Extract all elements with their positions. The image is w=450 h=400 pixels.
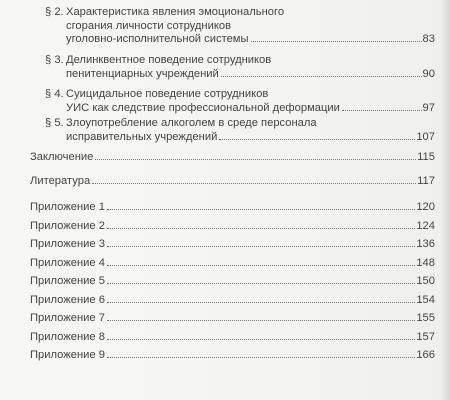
section-number: § 4. (45, 88, 64, 100)
toc-section-2[interactable] (45, 6, 435, 48)
section-title-line: сгорания личности сотрудников (66, 19, 232, 32)
section-title-last-line (66, 68, 435, 82)
dot-leader (107, 301, 415, 303)
dot-leader (221, 75, 422, 77)
toc-appendix[interactable] (30, 293, 435, 307)
dot-leader (107, 208, 415, 210)
toc-appendix[interactable] (30, 219, 435, 233)
dot-leader (342, 109, 422, 111)
toc-appendix[interactable] (30, 348, 435, 362)
appendix-title: Приложение 3 (30, 238, 105, 250)
section-title-line: Делинквентное поведение сотрудников (66, 54, 272, 66)
toc-section-4[interactable] (45, 88, 435, 116)
toc-appendix[interactable] (30, 237, 435, 251)
dot-leader (107, 319, 415, 321)
toc-appendix[interactable] (30, 274, 435, 288)
page-number: 150 (416, 275, 435, 287)
dot-leader (107, 264, 415, 266)
toc-conclusion[interactable] (30, 150, 435, 164)
section-title-last-line (66, 102, 435, 116)
dot-leader (251, 40, 422, 42)
dot-leader (92, 182, 416, 184)
page-number: 83 (422, 33, 435, 45)
section-title-line: пенитенциарных учреждений (66, 67, 219, 80)
section-title-line: Злоупотребление алкоголем в среде персонала (66, 117, 317, 129)
chapter-title: Литература (30, 175, 91, 187)
page-number: 115 (417, 151, 435, 163)
section-title-last-line (66, 131, 435, 145)
section-title-last-line (66, 33, 435, 47)
section-number: § 3. (45, 54, 64, 66)
dot-leader (219, 138, 415, 140)
toc-appendix[interactable] (30, 311, 435, 325)
appendix-title: Приложение 6 (30, 293, 105, 306)
page-number: 117 (417, 175, 435, 187)
page-number: 120 (416, 201, 435, 213)
dot-leader (95, 158, 416, 160)
appendix-title: Приложение 5 (30, 275, 105, 287)
appendix-title: Приложение 1 (30, 201, 105, 213)
page-number: 97 (422, 101, 435, 114)
appendix-title: Приложение 4 (30, 256, 105, 269)
appendix-title: Приложение 2 (30, 219, 105, 232)
page-number: 90 (422, 67, 435, 80)
toc-appendix[interactable] (30, 256, 435, 270)
section-title-line: исправительных учреждений (66, 130, 218, 143)
chapter-title: Заключение (30, 151, 94, 163)
page-number: 107 (416, 130, 435, 143)
toc-section-5[interactable] (45, 117, 435, 145)
dot-leader (107, 227, 415, 229)
dot-leader (107, 282, 415, 284)
section-title-line: уголовно-исполнительной системы (66, 33, 249, 45)
section-number: § 2. (45, 6, 64, 18)
section-title-line: УИС как следствие профессиональной деформации (66, 101, 340, 114)
appendix-title: Приложение 7 (30, 312, 105, 324)
section-title-line: Характеристика явления эмоционального (66, 6, 285, 18)
appendix-title: Приложение 9 (30, 349, 105, 361)
toc-appendix[interactable] (30, 330, 435, 344)
dot-leader (107, 245, 415, 247)
page-number: 155 (416, 312, 435, 324)
page-number: 148 (416, 256, 435, 269)
page-number: 124 (416, 219, 435, 232)
toc-section-3[interactable] (45, 54, 435, 82)
section-number: § 5. (45, 117, 64, 129)
page-number: 166 (416, 349, 435, 361)
page-number: 154 (416, 293, 435, 306)
dot-leader (107, 338, 415, 340)
toc-literature[interactable] (30, 174, 435, 188)
dot-leader (107, 356, 415, 358)
toc-appendix[interactable] (30, 200, 435, 214)
section-title-line: Суицидальное поведение сотрудников (66, 88, 269, 100)
appendix-title: Приложение 8 (30, 330, 105, 343)
page-number: 136 (416, 238, 435, 250)
page-number: 157 (416, 330, 435, 343)
